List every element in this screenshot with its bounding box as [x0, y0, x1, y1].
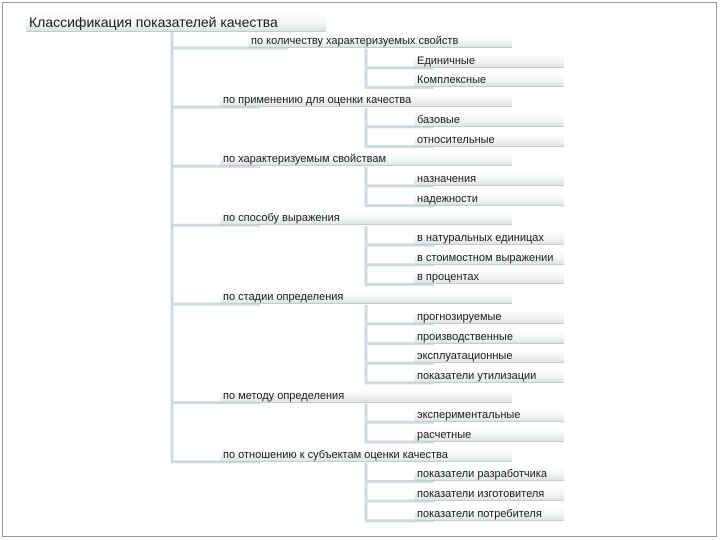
item-box: показатели изготовителя — [414, 487, 564, 501]
item-box: в процентах — [414, 270, 564, 284]
group-box: по способу выражения — [220, 211, 512, 225]
group-box: по количеству характеризуемых свойств — [248, 34, 512, 48]
group-box: по отношению к субъектам оценки качества — [220, 448, 512, 462]
item-box: Комплексные — [414, 73, 564, 87]
item-box: надежности — [414, 192, 564, 206]
item-box: базовые — [414, 113, 564, 127]
group-box: по методу определения — [220, 389, 512, 403]
item-box: эксплуатационные — [414, 349, 564, 363]
group-box: по стадии определения — [220, 290, 512, 304]
item-box: показатели потребителя — [414, 507, 564, 521]
item-box: прогнозируемые — [414, 310, 564, 324]
item-box: Единичные — [414, 54, 564, 68]
item-box: назначения — [414, 172, 564, 186]
item-box: расчетные — [414, 428, 564, 442]
item-box: экспериментальные — [414, 408, 564, 422]
item-box: относительные — [414, 133, 564, 147]
item-box: показатели разработчика — [414, 467, 564, 481]
item-box: производственные — [414, 330, 564, 344]
item-box: в натуральных единицах — [414, 231, 564, 245]
diagram-title: Классификация показателей качества — [26, 12, 326, 32]
group-box: по применению для оценки качества — [220, 93, 512, 107]
group-box: по характеризуемым свойствам — [220, 152, 512, 166]
item-box: в стоимостном выражении — [414, 251, 564, 265]
item-box: показатели утилизации — [414, 369, 564, 383]
